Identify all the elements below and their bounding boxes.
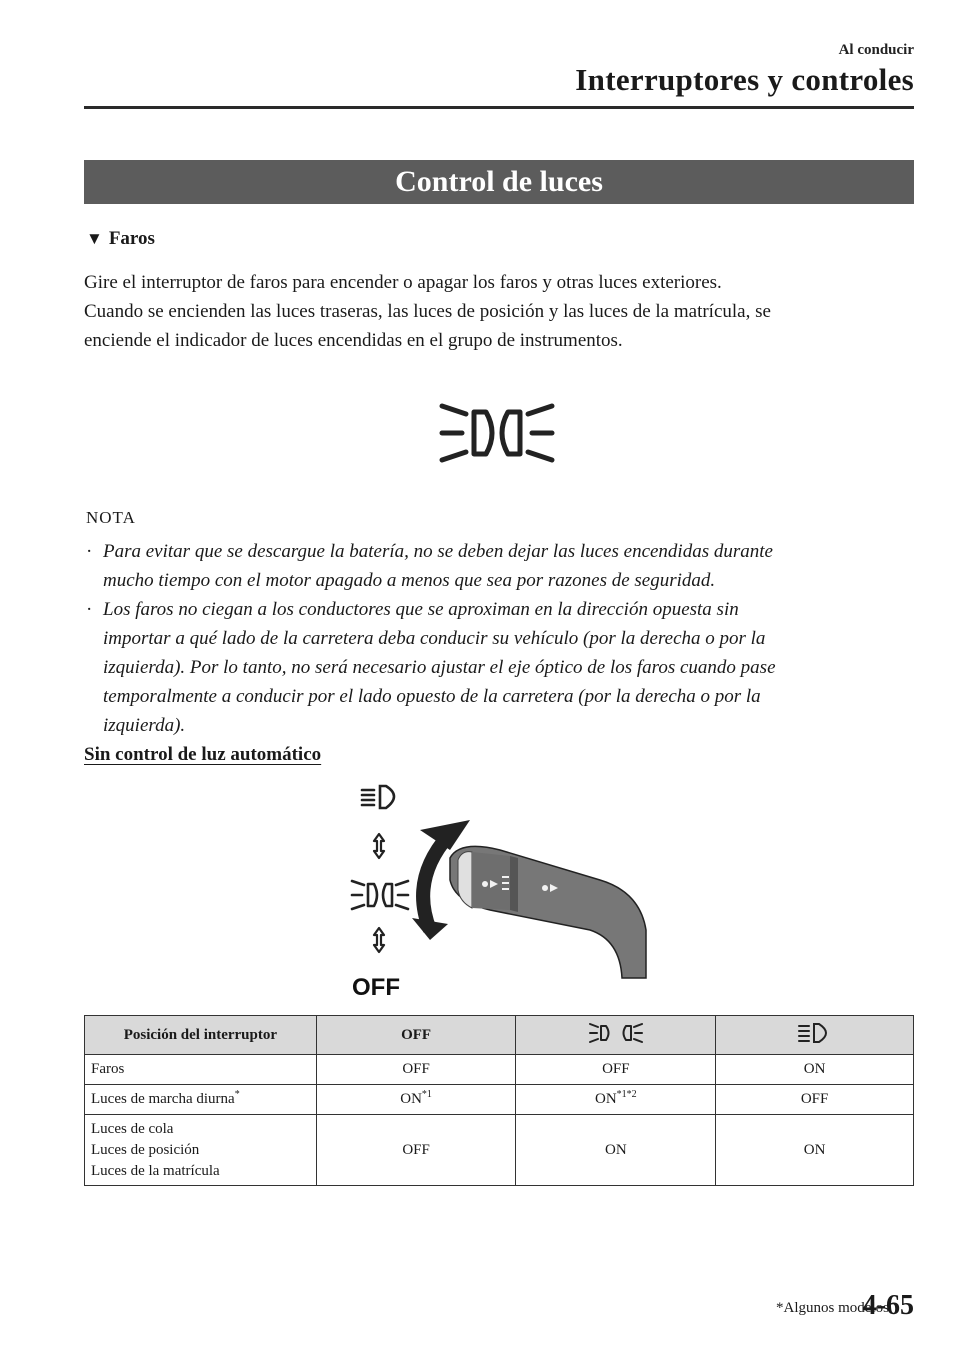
lever-body [450,846,646,978]
bullet: · [86,599,93,620]
note-item [86,595,916,740]
header-divider [84,106,914,109]
row-label-line: Luces de cola [91,1120,174,1137]
headlight-switch-lever-icon [340,780,650,1005]
parking-lights-icon [352,881,408,909]
table-cell: ON [716,1115,914,1186]
cell-value: ON [595,1091,617,1107]
footer-note: *Algunos modelos [776,1300,889,1316]
header-off: OFF [316,1016,516,1055]
up-down-arrow-icon [374,928,384,952]
note-line: importar a qué lado de la carretera deba conducir su vehículo (por la derecha o por la [103,628,766,649]
note-label: NOTA [86,508,136,527]
note-line: Los faros no ciegan a los conductores que se aproximan en la dirección opuesta sin [103,599,739,620]
row-label-line: Luces de la matrícula [91,1162,220,1179]
table-cell [316,1085,516,1115]
row-label: Faros [85,1055,317,1085]
table-cell [716,1085,914,1115]
intro-line: enciende el indicador de luces encendidas en el grupo de instrumentos. [84,330,623,351]
intro-paragraph [84,268,914,355]
cell-value: OFF [800,1091,829,1107]
note-item [86,537,916,595]
header-headlights [716,1016,914,1055]
header-title: Interruptores y controles [575,62,914,97]
page-number: 4-65 [862,1290,914,1321]
table-cell: OFF [316,1055,516,1085]
intro-line: Cuando se encienden las luces traseras, las luces de posición y las luces de la matrícula, se [84,301,771,322]
header-parking-lights [516,1016,716,1055]
note-line: temporalmente a conducir por el lado opuesto de la carretera (por la derecha o por la [103,686,761,707]
subheading-label: Faros [108,228,155,249]
footnote-marker: *1*2 [616,1089,637,1100]
table-header-row [85,1016,914,1055]
note-list [86,537,916,740]
note-line: mucho tiempo con el motor apagado a menos que sea por razones de seguridad. [103,570,716,591]
parking-lights-icon [588,1021,644,1045]
headlight-icon [362,786,394,808]
row-label-line: Luces de posición [91,1141,200,1158]
row-label [85,1085,317,1115]
cell-value: ON [400,1091,422,1107]
table-cell: OFF [316,1115,516,1186]
bullet: · [86,541,93,562]
row-label [85,1115,317,1186]
triangle-marker: ▼ [86,229,103,248]
table-row [85,1085,914,1115]
row-label-text: Luces de marcha diurna [91,1091,235,1107]
header-switch-position: Posición del interruptor [85,1016,317,1055]
note-line: izquierda). Por lo tanto, no será necesario ajustar el eje óptico de los faros cuando pase [103,657,776,678]
footnote-marker: * [234,1089,240,1100]
intro-line: Gire el interruptor de faros para encender o apagar los faros y otras luces exteriores. [84,272,722,293]
table-cell [516,1085,716,1115]
off-position-label: OFF [352,974,400,1001]
note-line: Para evitar que se descargue la batería, no se deben dejar las luces encendidas durante [103,541,773,562]
table-row [85,1115,914,1186]
table-row [85,1055,914,1085]
table-cell: ON [716,1055,914,1085]
switch-position-table [84,1015,914,1186]
table-cell: OFF [516,1055,716,1085]
header-section-label: Al conducir [838,42,914,58]
subsection-title: Sin control de luz automático [84,744,322,765]
table-cell: ON [516,1115,716,1186]
up-down-arrow-icon [374,834,384,858]
note-line: izquierda). [103,715,186,736]
headlight-icon [795,1021,835,1045]
footnote-marker: *1 [421,1089,432,1100]
subheading [86,228,155,250]
parking-lights-indicator-icon [436,398,558,468]
section-title: Control de luces [84,160,914,204]
